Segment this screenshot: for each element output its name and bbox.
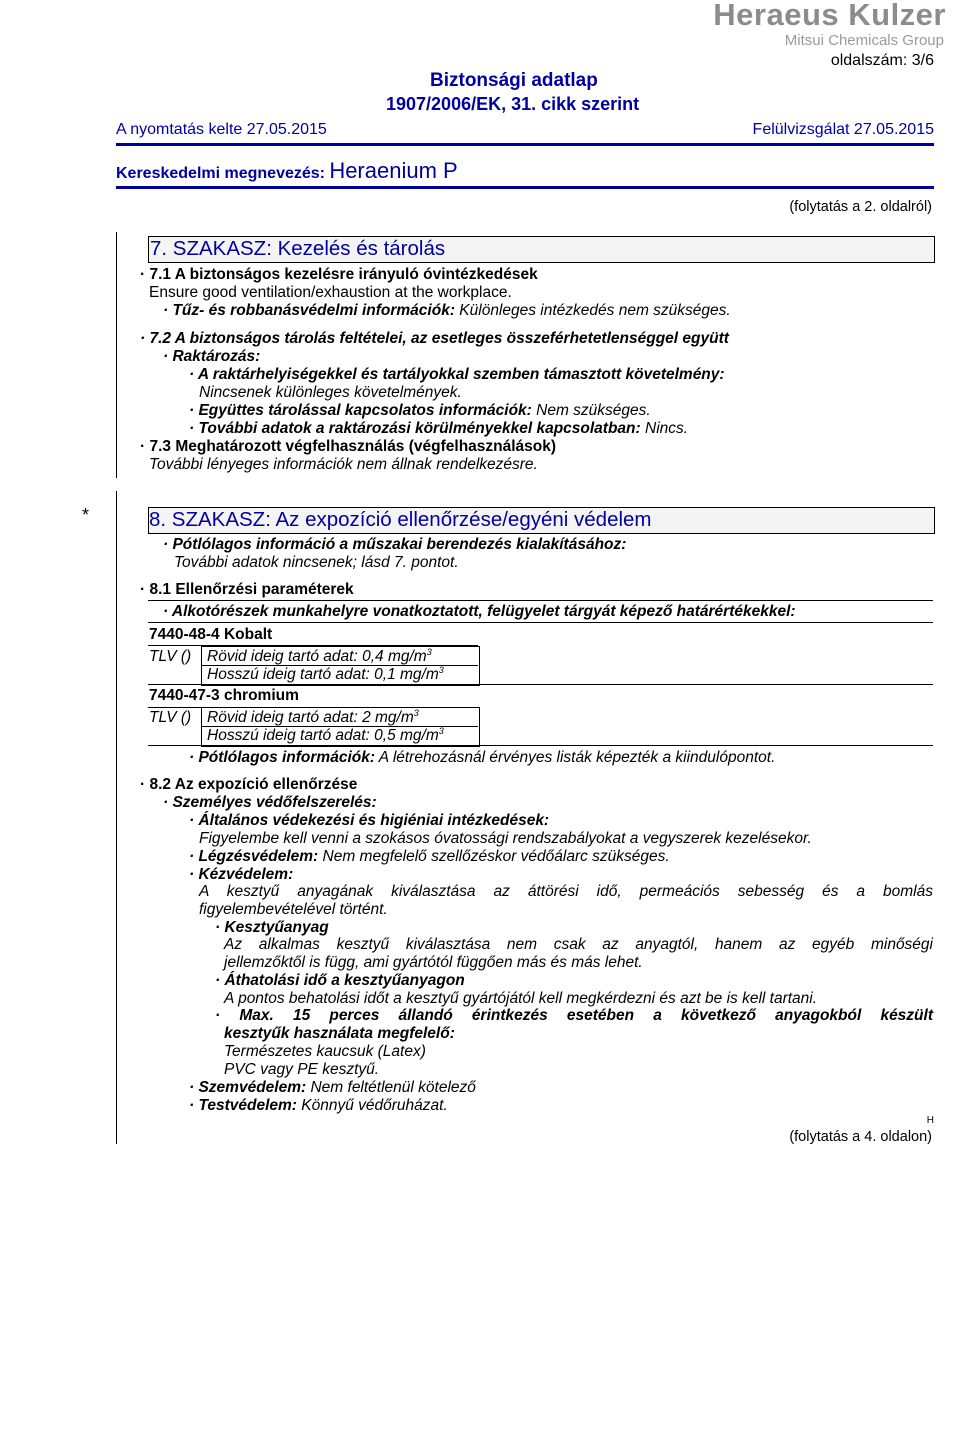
tlv-short-term (207, 648, 432, 666)
extra-info-label: · Pótlólagos információk: (189, 749, 376, 766)
ppe-label: · Személyes védőfelszerelés: (163, 794, 377, 811)
hand-protection-text-cont: figyelembevételével történt. (199, 901, 388, 918)
section8-title: 8. SZAKASZ: Az expozíció ellenőrzése/egyéni védelem (149, 508, 652, 531)
section7-title: 7. SZAKASZ: Kezelés és tárolás (150, 237, 446, 260)
eye-protection-label: · Szemvédelem: (189, 1079, 307, 1096)
substance-name: 7440-48-4 Kobalt (149, 626, 273, 643)
tlv-short-term-text: Rövid ideig tartó adat: 0,4 mg/m (207, 648, 427, 665)
substance-separator (148, 684, 933, 685)
glove-type-pvc-pe: PVC vagy PE kesztyű. (224, 1061, 380, 1078)
general-hygiene-text: Figyelembe kell venni a szokásos óvatossági rendszabályokat a vegyszerek kezelésekor. (199, 830, 812, 847)
max-contact-label: · Max. 15 perces állandó érintkezés esetében a következő anyagokból készült (215, 1007, 933, 1024)
penetration-time-label: · Áthatolási idő a kesztyűanyagon (215, 972, 465, 989)
storage-req-text: Nincsenek különleges követelmények. (199, 384, 462, 401)
unit-superscript: 3 (438, 665, 444, 675)
limits-table-bottom-rule (148, 745, 933, 746)
unit-superscript: 3 (438, 726, 444, 736)
tlv-long-term (207, 727, 444, 745)
continued-from: (folytatás a 2. oldalról) (789, 199, 932, 215)
company-logo-subtitle: Mitsui Chemicals Group (784, 32, 944, 49)
respiratory-text: Nem megfelelő szellőzéskor védőálarc szükséges. (318, 848, 670, 865)
s71-text: Ensure good ventilation/exhaustion at the workplace. (149, 284, 512, 301)
unit-superscript: 3 (426, 647, 432, 657)
change-marker: * (82, 505, 90, 525)
components-label: · Alkotórészek munkahelyre vonatkoztatott, felügyelet tárgyát képező határértékekkel: (163, 603, 796, 620)
tlv-short-term-text: Rövid ideig tartó adat: 2 mg/m (207, 709, 414, 726)
limits-table-rule (148, 622, 933, 623)
company-logo: Heraeus Kulzer (713, 0, 946, 32)
hand-protection-label: · Kézvédelem: (189, 866, 294, 883)
fire-info (163, 302, 731, 320)
joint-storage-label: · Együttes tárolással kapcsolatos információk: (189, 402, 532, 419)
storage-req-label: · A raktárhelyiségekkel és tartályokkal szemben támasztott követelmény: (189, 366, 725, 383)
limits-table-top-rule (148, 600, 933, 601)
joint-storage-text: Nem szükséges. (531, 402, 651, 419)
glove-material-label: · Kesztyűanyag (215, 919, 329, 936)
respiratory-label: · Légzésvédelem: (189, 848, 319, 865)
fire-label: · Tűz- és robbanásvédelmi információk: (163, 302, 455, 319)
section8-gutter (116, 491, 117, 1144)
section7-gutter (116, 232, 117, 478)
trade-name-row (116, 158, 458, 187)
trade-name-divider (116, 186, 934, 189)
s82-title: · 8.2 Az expozíció ellenőrzése (140, 776, 358, 793)
further-storage (189, 420, 688, 438)
eye-protection (189, 1079, 476, 1097)
s73-title: · 7.3 Meghatározott végfelhasználás (végfelhasználások) (140, 438, 557, 455)
extra-info-text: A létrehozásnál érvényes listák képezték a kiindulópontot. (375, 749, 776, 766)
glove-material-text-cont: jellemzőktől is függ, ami gyártótól függően más és más lehet. (224, 954, 643, 971)
s81-title: · 8.1 Ellenőrzési paraméterek (140, 581, 354, 598)
revision-date: Felülvizsgálat 27.05.2015 (752, 121, 934, 138)
extra-tech-text: További adatok nincsenek; lásd 7. pontot. (174, 554, 459, 571)
continued-to: (folytatás a 4. oldalon) (789, 1129, 932, 1145)
tlv-long-term-text: Hosszú ideig tartó adat: 0,1 mg/m (207, 666, 439, 683)
s72-title: · 7.2 A biztonságos tárolás feltételei, az esetleges összeférhetetlenséggel együtt (140, 330, 729, 347)
s73-text: További lényeges információk nem állnak rendelkezésre. (149, 456, 538, 473)
header-divider (116, 143, 934, 146)
general-hygiene-label: · Általános védekezési és higiéniai intézkedések: (189, 812, 550, 829)
storage-label: · Raktározás: (163, 348, 261, 365)
extra-tech-label: · Pótlólagos információ a műszakai berendezés kialakításához: (163, 536, 627, 553)
eye-protection-text: Nem feltétlenül kötelező (306, 1079, 476, 1096)
body-protection (189, 1097, 448, 1115)
document-title: Biztonsági adatlap (430, 70, 598, 91)
hand-protection-text: A kesztyű anyagának kiválasztása az áttörési idő, permeációs sebesség és a bomlás (199, 883, 933, 900)
further-storage-text: Nincs. (640, 420, 689, 437)
trade-name: Heraenium P (329, 158, 458, 183)
body-protection-text: Könnyű védőruházat. (296, 1097, 448, 1114)
tlv-label: TLV () (149, 709, 192, 726)
print-date: A nyomtatás kelte 27.05.2015 (116, 121, 327, 138)
fire-text: Különleges intézkedés nem szükséges. (454, 302, 731, 319)
respiratory-protection (189, 848, 670, 866)
glove-type-latex: Természetes kaucsuk (Latex) (224, 1043, 426, 1060)
substance-name: 7440-47-3 chromium (149, 687, 299, 704)
s71-title: · 7.1 A biztonságos kezelésre irányuló óvintézkedések (140, 266, 538, 283)
body-protection-label: · Testvédelem: (189, 1097, 297, 1114)
joint-storage (189, 402, 651, 420)
penetration-time-text: A pontos behatolási időt a kesztyű gyártójától kell megkérdezni és azt be is kell tartani. (224, 990, 818, 1007)
extra-info (189, 749, 775, 767)
further-storage-label: · További adatok a raktározási körülményekkel kapcsolatban: (189, 420, 641, 437)
tlv-label: TLV () (149, 648, 192, 665)
trade-name-label: Kereskedelmi megnevezés: (116, 165, 325, 182)
max-contact-label-cont: kesztyűk használata megfelelő: (224, 1025, 455, 1042)
tlv-long-term (207, 666, 444, 684)
document-subtitle: 1907/2006/EK, 31. cikk szerint (386, 94, 640, 114)
footer-marker: H (926, 1115, 934, 1126)
tlv-short-term (207, 709, 419, 727)
page-number: oldalszám: 3/6 (830, 52, 934, 69)
tlv-long-term-text: Hosszú ideig tartó adat: 0,5 mg/m (207, 727, 439, 744)
unit-superscript: 3 (413, 708, 419, 718)
glove-material-text: Az alkalmas kesztyű kiválasztása nem csak az anyagtól, hanem az egyéb minőségi (224, 936, 933, 953)
